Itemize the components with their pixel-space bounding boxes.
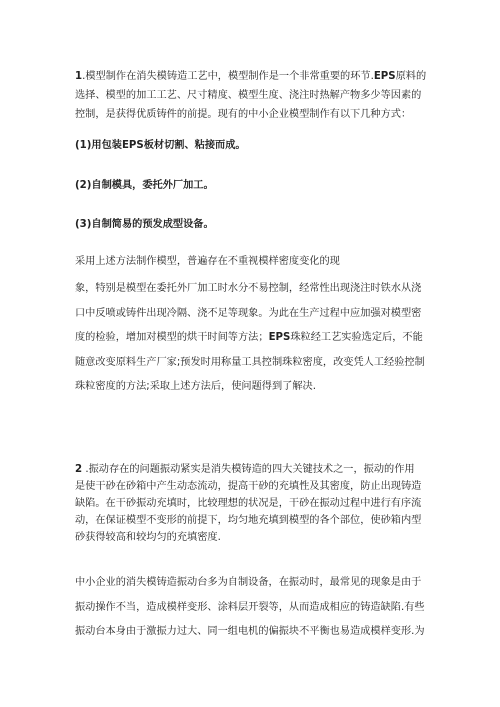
paragraph-first-line [75, 252, 427, 271]
method-item [75, 136, 427, 155]
text-line: 动，在保证模型不变形的前提下，均匀地充填到模型的各个部位，使砂箱内型 [75, 515, 422, 526]
text-run: 珠粒经工艺实验选定后，不能 [290, 332, 423, 343]
text-line: 随意改变原料生产厂家;预发时用称量工具控制珠粒密度，改变凭人工经验控制 [75, 356, 425, 368]
text-line: 中小企业的消失模铸造振动台多为自制设备，在振动时，最常见的现象是由于 [75, 577, 422, 588]
text-line: 振动台本身由于激振力过大、同一组电机的偏振块不平衡也易造成模样变形.为 [75, 626, 425, 637]
bold-run: EPS [373, 71, 396, 82]
text-line: 珠粒密度的方法;采取上述方法后，使问题得到了解决. [75, 381, 316, 392]
text-line: 口中反喷或铸件出现冷隔、浇不足等现象。为此在生产过程中应加强对模型密 [75, 307, 422, 319]
text-line: 选择、模型的加工工艺、尺寸精度、模型生度、浇注时热解产物多少等因素的 [75, 90, 422, 101]
method-item [75, 176, 427, 195]
text-line [75, 326, 427, 351]
method-item [75, 215, 427, 234]
section-2-paragraph [75, 461, 427, 546]
method-text: 自制模具，委托外厂加工。 [91, 180, 214, 191]
bold-run: EPS [268, 332, 291, 343]
section-1-paragraph [75, 67, 427, 124]
section-number: 1 [75, 71, 83, 82]
text-line: 采用上述方法制作模型，普遍存在不重视模样密度变化的现 [75, 256, 340, 267]
method-text: 板材切割、粘接而成。 [143, 140, 246, 151]
text-line: 砂获得较高和较均匀的充填密度. [75, 532, 221, 543]
text-run: 度的检验，增加对模型的烘干时间等方法； [75, 332, 269, 343]
method-number: (1) [75, 140, 92, 151]
text-run: 原料的 [395, 71, 427, 82]
text-line: 振动操作不当，造成模样变形、涂料层开裂等，从而造成相应的铸造缺陷.有些 [75, 601, 425, 613]
text-line: 控制，是获得优质铸件的前提。现有的中小企业模型制作有以下几种方式： [75, 109, 412, 120]
text-line: 缺陷。在干砂振动充填时，比较理想的状况是，干砂在振动过程中进行有序流 [75, 498, 422, 509]
method-number: (2) [75, 180, 92, 191]
method-text-bold: EPS [121, 140, 144, 151]
text-line [75, 461, 427, 478]
paragraph-3 [75, 571, 427, 645]
text-line: 象，特别是模型在委托外厂加工时水分不易控制，经常性出现浇注时铁水从浇 [75, 283, 422, 294]
text-line: 是使干砂在砂箱中产生动态流动，提高干砂的充填性及其密度，防止出现铸造 [75, 481, 422, 492]
method-text: 用包装 [91, 140, 122, 151]
text-line [75, 67, 427, 86]
method-number: (3) [75, 219, 92, 230]
text-run: .模型制作在消失模铸造工艺中，模型制作是一个非常重要的环节. [82, 71, 374, 82]
paragraph-2 [75, 277, 427, 400]
section-number: 2 [75, 464, 83, 475]
text-run: .振动存在的问题振动紧实是消失模铸造的四大关键技术之一，振动的作用 [82, 464, 415, 475]
method-text: 自制简易的预发成型设备。 [91, 219, 214, 230]
